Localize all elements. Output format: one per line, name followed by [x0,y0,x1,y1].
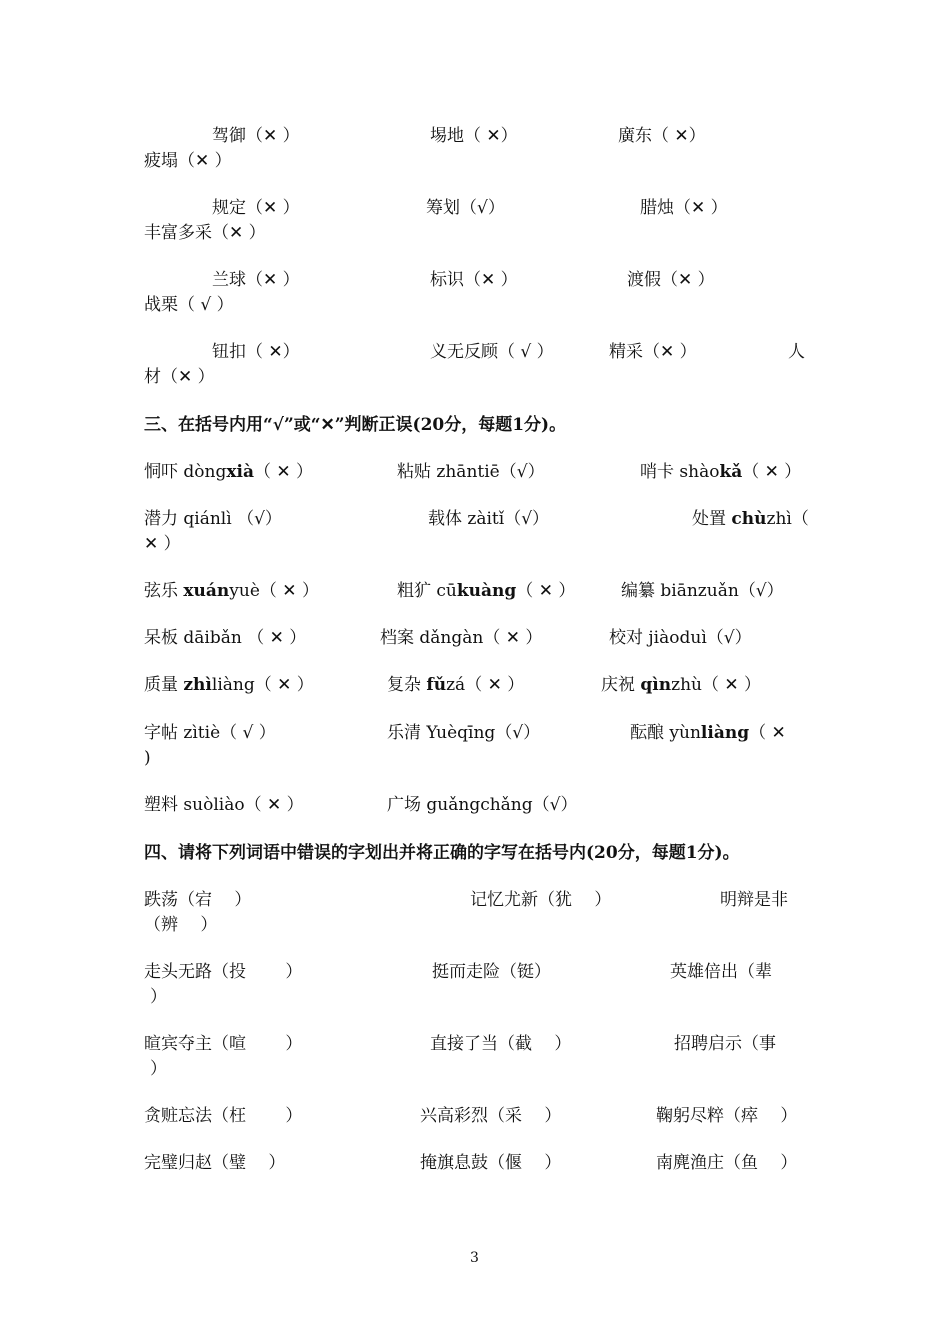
item-text: 腊烛（✕ ） [640,198,728,218]
item-text: 规定（✕ ） [212,198,300,218]
pinyin-item: 广场 guǎngchǎng（√） [387,795,578,815]
pinyin-item: 庆祝 qìnzhù（ ✕ ） [601,675,762,695]
section4-heading: 四、请将下列词语中错误的字划出并将正确的字写在括号内(20分，每题1分)。 [144,843,740,863]
item-text: 走头无路（投 ） [144,962,303,982]
item-text: 暄宾夺主（喧 ） [144,1034,303,1054]
pinyin-item: 复杂 fǔzá（ ✕ ） [387,675,525,695]
item-text: 明辩是非 [720,890,788,910]
pinyin-item: 粗犷 cūkuàng（ ✕ ） [397,581,576,601]
item-text: 钮扣（ ✕） [212,342,300,362]
item-text: 掩旗息鼓（偃 ） [420,1153,562,1173]
pinyin-item: 载体 zàitǐ（√） [428,509,550,529]
item-text: 直接了当（截 ） [430,1034,572,1054]
item-text: 材（✕ ） [144,367,215,387]
item-text: 鞠躬尽粹（瘁 ） [656,1106,798,1126]
pinyin-item: 潜力 qiánlì （√） [144,509,282,529]
item-text: 丰富多采（✕ ） [144,223,266,243]
item-text: 记忆尤新（犹 ） [470,890,612,910]
item-text: 完璧归赵（璧 ） [144,1153,286,1173]
pinyin-item: 呆板 dāibǎn （ ✕ ） [144,628,307,648]
item-text: 精采（✕ ） [609,342,697,362]
item-text: 筹划（√） [426,198,505,218]
item-text: 疲塌（✕ ） [144,151,232,171]
item-text: 英雄倍出（辈 [670,962,772,982]
pinyin-item: 字帖 zìtiè（ √ ） [144,723,276,743]
pinyin-item: 哨卡 shàokǎ（ ✕ ） [640,462,802,482]
wrap-text: ✕ ） [144,534,181,554]
item-text: 兴高彩烈（采 ） [420,1106,562,1126]
pinyin-item: 粘贴 zhāntiē（√） [397,462,545,482]
item-text: 跌荡（宕 ） [144,890,252,910]
item-text: 招聘启示（事 [674,1034,776,1054]
item-text: 埸地（ ✕） [430,126,518,146]
section3-heading: 三、在括号内用“√”或“✕”判断正误(20分，每题1分)。 [144,415,567,435]
item-text: 标识（✕ ） [430,270,518,290]
page-number: 3 [470,1250,479,1266]
item-text: ） [150,1059,167,1079]
item-text: （辨 ） [144,915,218,935]
item-text: 驾御（✕ ） [212,126,300,146]
pinyin-item: 酝酿 yùnliàng（ ✕ [630,723,786,743]
pinyin-item: 处置 chùzhì（ [692,509,809,529]
item-text: 挺而走险（铤） [432,962,551,982]
wrap-text: ) [144,748,151,768]
item-text: 人 [788,342,805,362]
item-text: 战栗（ √ ） [144,295,234,315]
pinyin-item: 塑料 suòliào（ ✕ ） [144,795,304,815]
item-text: 兰球（✕ ） [212,270,300,290]
pinyin-item: 档案 dǎngàn（ ✕ ） [380,628,543,648]
item-text: 南麂渔庄（鱼 ） [656,1153,798,1173]
item-text: 廣东（ ✕） [618,126,706,146]
item-text: 义无反顾（ √ ） [430,342,554,362]
item-text: 贪赃忘法（枉 ） [144,1106,303,1126]
pinyin-item: 乐清 Yuèqīng（√） [387,723,541,743]
pinyin-item: 校对 jiàoduì（√） [609,628,752,648]
pinyin-item: 质量 zhìliàng（ ✕ ） [144,675,314,695]
item-text: 渡假（✕ ） [627,270,715,290]
pinyin-item: 恫吓 dòngxià（ ✕ ） [144,462,314,482]
pinyin-item: 编纂 biānzuǎn（√） [621,581,784,601]
item-text: ） [150,987,167,1007]
pinyin-item: 弦乐 xuányuè（ ✕ ） [144,581,319,601]
